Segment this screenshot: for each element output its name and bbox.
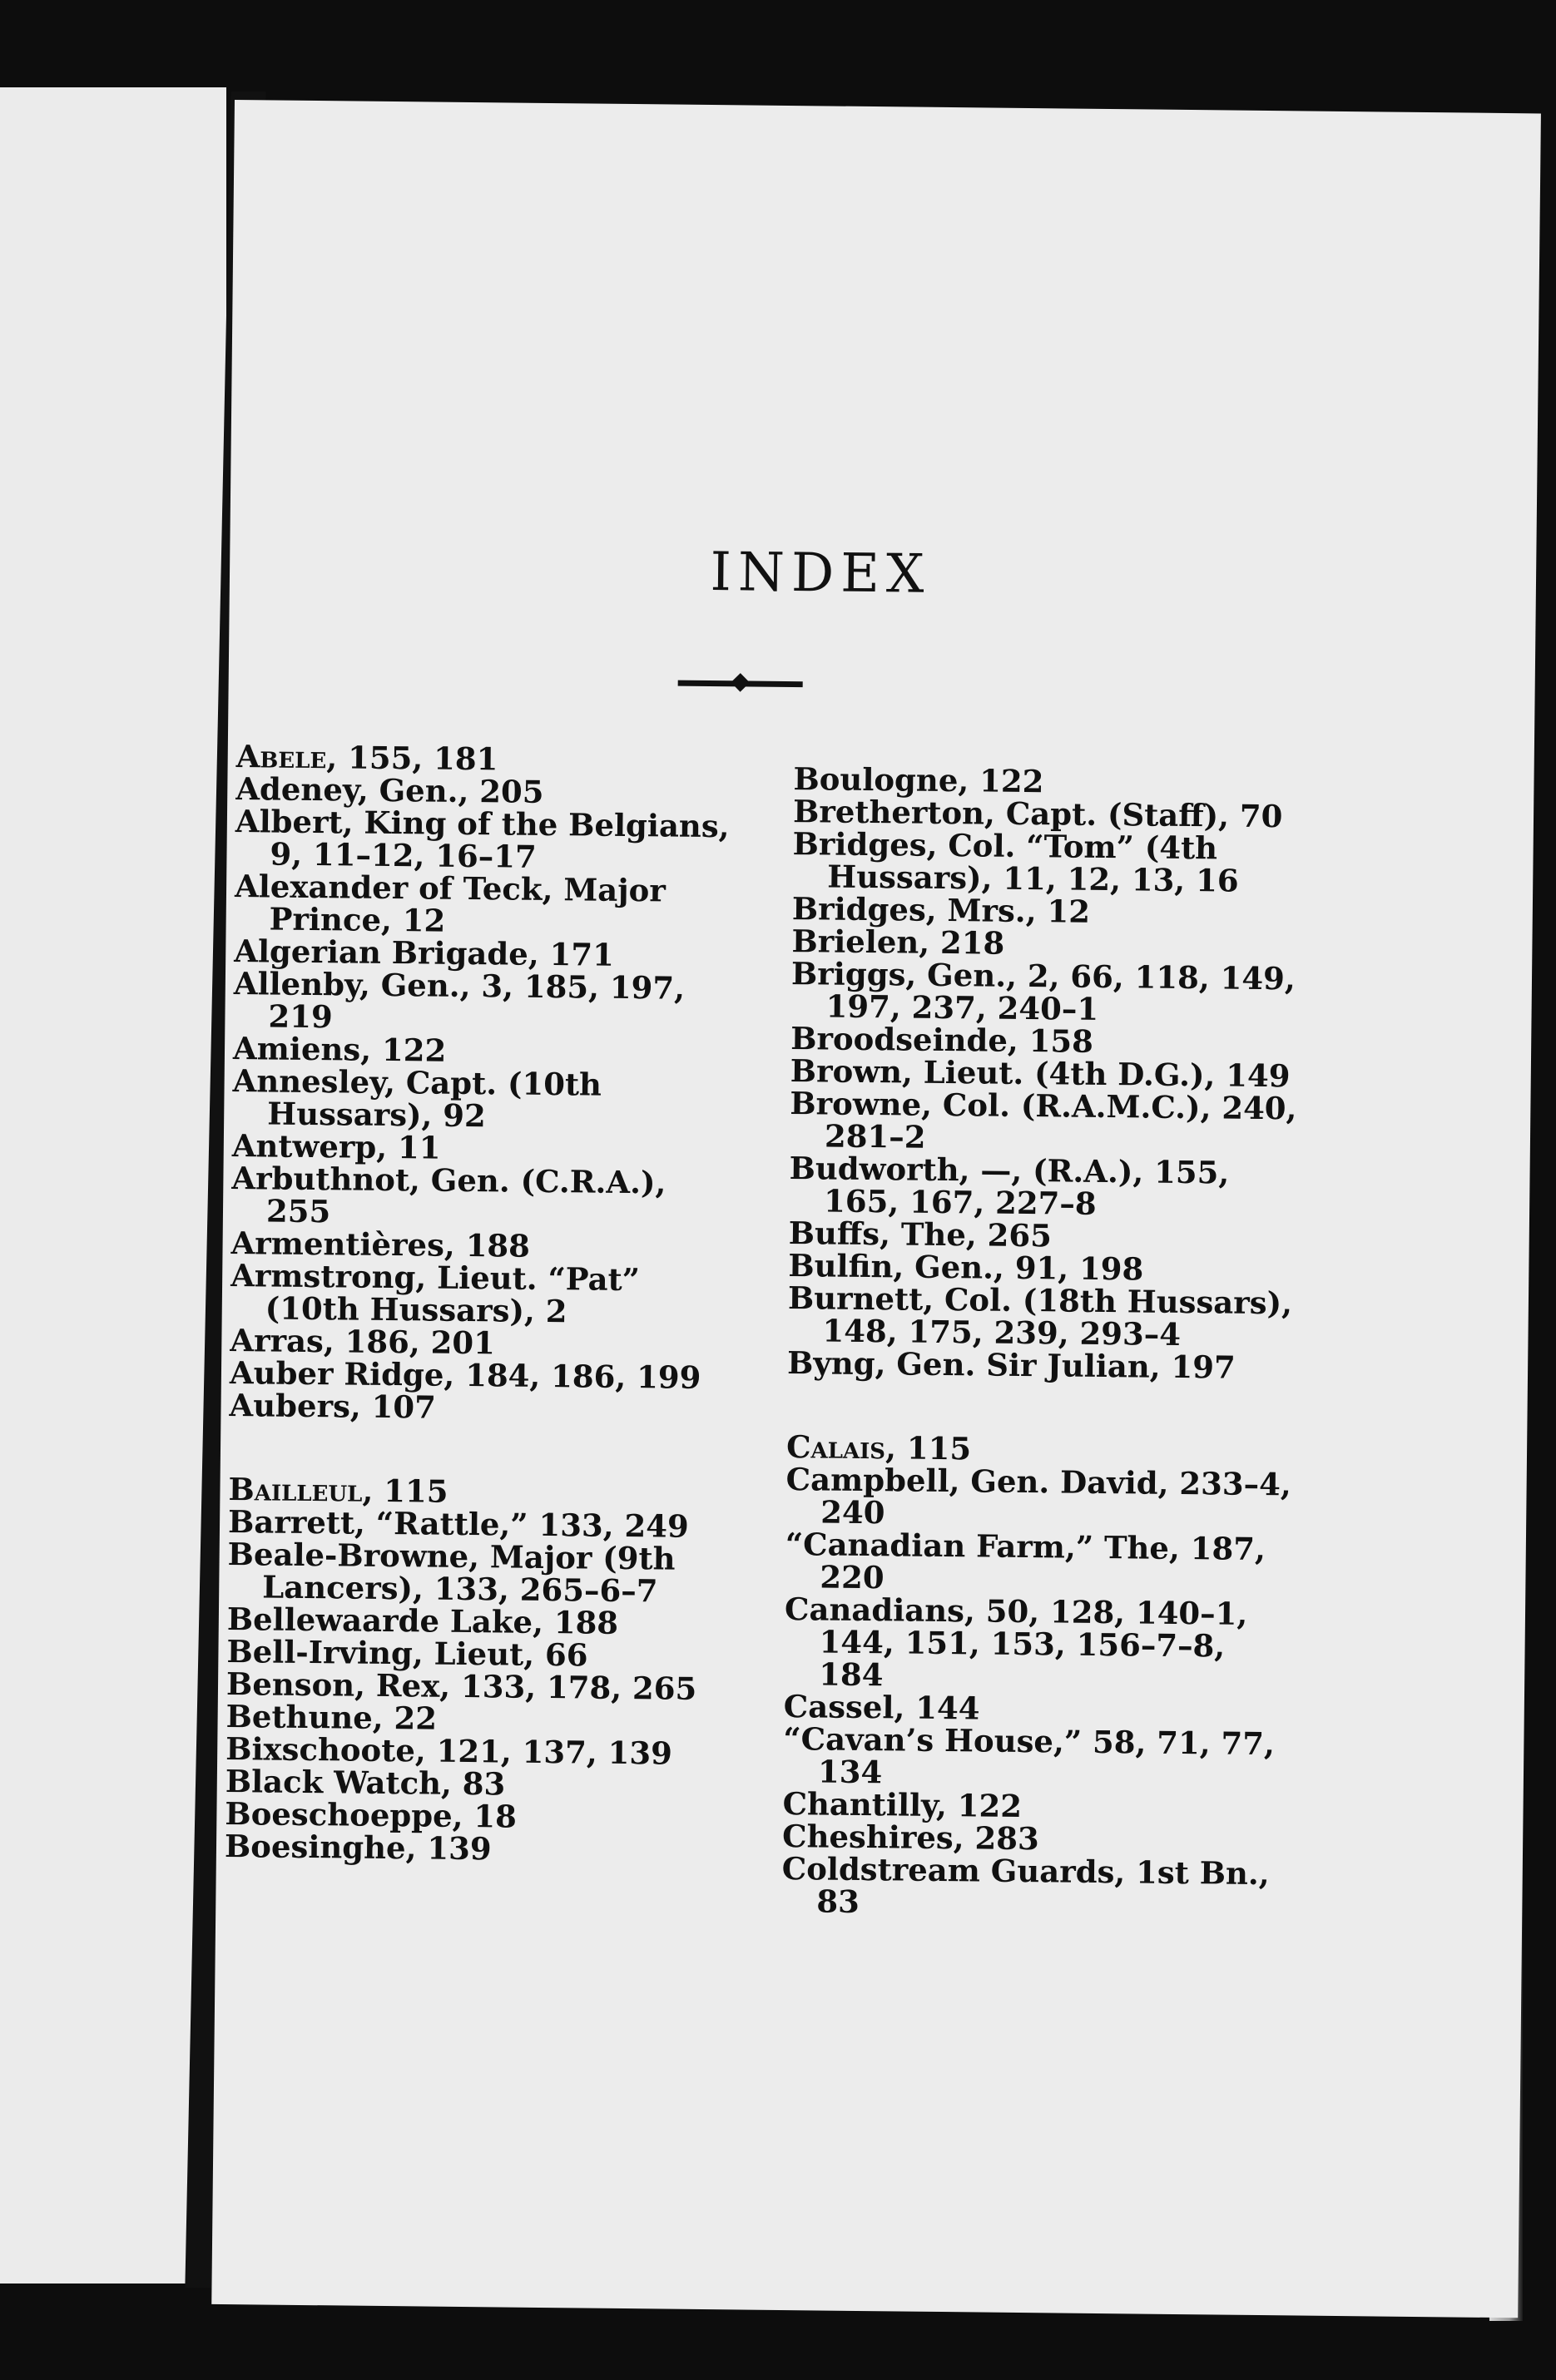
index-entry-text: Bulfin, Gen., 91, 198 (788, 1247, 1144, 1288)
index-entry-text: Brielen, 218 (791, 923, 1005, 962)
index-entry-text: Cheshires, 283 (781, 1818, 1039, 1858)
index-entry (227, 1538, 727, 1608)
index-entry (231, 1162, 731, 1232)
index-entry-text: Bethune, 22 (225, 1697, 438, 1737)
index-entry (783, 1720, 1291, 1793)
index-entry-text: Antwerp, 11 (231, 1127, 441, 1166)
index-entry-text: Broodseinde, 158 (790, 1020, 1094, 1060)
index-entry-text: Briggs, Gen., 2, 66, 118, 149, 197, 237, 240–1 (790, 955, 1296, 1027)
index-entry-text: “Canadian Farm,” The, 187, 220 (785, 1526, 1266, 1596)
index-entry (790, 957, 1299, 1027)
letter-section-gap (786, 1379, 1295, 1436)
index-entry-text: Bixschoote, 121, 137, 139 (225, 1729, 673, 1772)
index-entry-text: Boulogne, 122 (793, 760, 1044, 800)
index-entry-text: Byng, Gen. Sir Julian, 197 (786, 1344, 1236, 1386)
index-entry-text: Browne, Col. (R.A.M.C.), 240, 281–2 (790, 1085, 1297, 1155)
index-entry-text: “Cavan’s House,” 58, 71, 77, 134 (783, 1720, 1276, 1791)
index-entry-text: , 155, 181 (326, 739, 498, 778)
index-entry-text: Beale-Browne, Major (9th Lancers), 133, 265–6–7 (227, 1536, 676, 1610)
index-entry-text: Armentières, 188 (230, 1225, 531, 1264)
index-entry-text: Campbell, Gen. David, 233–4, 240 (785, 1461, 1292, 1531)
index-entry-text: Benson, Rex, 133, 178, 265 (225, 1665, 697, 1707)
index-entry-text: Burnett, Col. (18th Hussars), 148, 175, 239, 293–4 (787, 1279, 1293, 1353)
index-entry-text: Budworth, —, (R.A.), 155, 165, 167, 227–8 (789, 1150, 1230, 1222)
index-entry-text: Alexander of Teck, Major Prince, 12 (234, 868, 667, 939)
index-entry-text: Canadians, 50, 128, 140–1, 144, 151, 153, 156–7–8, 184 (784, 1591, 1248, 1694)
index-entry-text: Chantilly, 122 (782, 1785, 1023, 1825)
index-entry-text: Boeschoeppe, 18 (225, 1794, 518, 1835)
index-entry-text: Barrett, “Rattle,” 133, 249 (227, 1503, 689, 1545)
index-entry-text: Adeney, Gen., 205 (235, 770, 544, 810)
index-entry (224, 1827, 724, 1868)
index-entry (234, 870, 734, 940)
index-entry (787, 1279, 1296, 1353)
index-entry (785, 1528, 1293, 1598)
index-entry-text: Allenby, Gen., 3, 185, 197, 219 (233, 965, 686, 1036)
index-entry-text: , 115 (362, 1472, 448, 1510)
index-entry-text: Arras, 186, 201 (230, 1322, 496, 1362)
index-entry-text: Bridges, Mrs., 12 (791, 890, 1091, 930)
index-entry-text: , 115 (885, 1429, 972, 1467)
index-entry-text: Aubers, 107 (229, 1387, 437, 1426)
index-entry-heading: Bailleul (228, 1471, 363, 1509)
index-entry (235, 805, 735, 875)
index-entry-text: Amiens, 122 (232, 1030, 447, 1069)
index-entry (792, 825, 1301, 899)
index-entry-text: Buffs, The, 265 (788, 1215, 1053, 1254)
index-column-left (225, 740, 736, 1868)
index-entry-text: Bretherton, Capt. (Staff), 70 (792, 793, 1283, 835)
index-entry-text: Algerian Brigade, 171 (234, 933, 615, 973)
index-column-right (781, 760, 1301, 1922)
index-entry-heading: Calais (785, 1428, 886, 1467)
index-entry (790, 1087, 1298, 1157)
index-entry (232, 1062, 732, 1135)
index-entry-text: Brown, Lieut. (4th D.G.), 149 (790, 1052, 1291, 1095)
index-entry (781, 1850, 1290, 1922)
index-entry (789, 1152, 1297, 1222)
index-entry-text: Coldstream Guards, 1st Bn., 83 (781, 1850, 1270, 1920)
index-entry-text: Bellewaarde Lake, 188 (226, 1601, 619, 1641)
index-page (211, 100, 1541, 2318)
index-entry-text: Auber Ridge, 184, 186, 199 (229, 1354, 701, 1396)
index-entry-text: Arbuthnot, Gen. (C.R.A.), 255 (231, 1160, 667, 1230)
index-entry (786, 1344, 1295, 1386)
index-entry-text: Albert, King of the Belgians, 9, 11–12, 16–17 (235, 803, 730, 875)
index-entry-text: Black Watch, 83 (225, 1762, 506, 1803)
index-entry-text: Bridges, Col. “Tom” (4th Hussars), 11, 12, 13, 16 (792, 825, 1239, 899)
index-entry-text: Armstrong, Lieut. “Pat” (10th Hussars), 2 (230, 1257, 641, 1330)
index-entry-text: Cassel, 144 (783, 1688, 980, 1727)
title-rule-ornament (731, 673, 750, 692)
index-entry-text: Bell-Irving, Lieut, 66 (226, 1633, 588, 1674)
index-entry (230, 1259, 731, 1329)
index-entry (784, 1593, 1292, 1695)
index-entry-text: Annesley, Capt. (10th Hussars), 92 (232, 1062, 602, 1135)
index-entry (785, 1463, 1294, 1533)
index-entry (233, 967, 733, 1037)
page-title: INDEX (710, 542, 931, 606)
index-entry-text: Boesinghe, 139 (224, 1827, 492, 1868)
index-entry-heading: Abele (235, 738, 327, 776)
letter-section-gap (229, 1422, 729, 1478)
